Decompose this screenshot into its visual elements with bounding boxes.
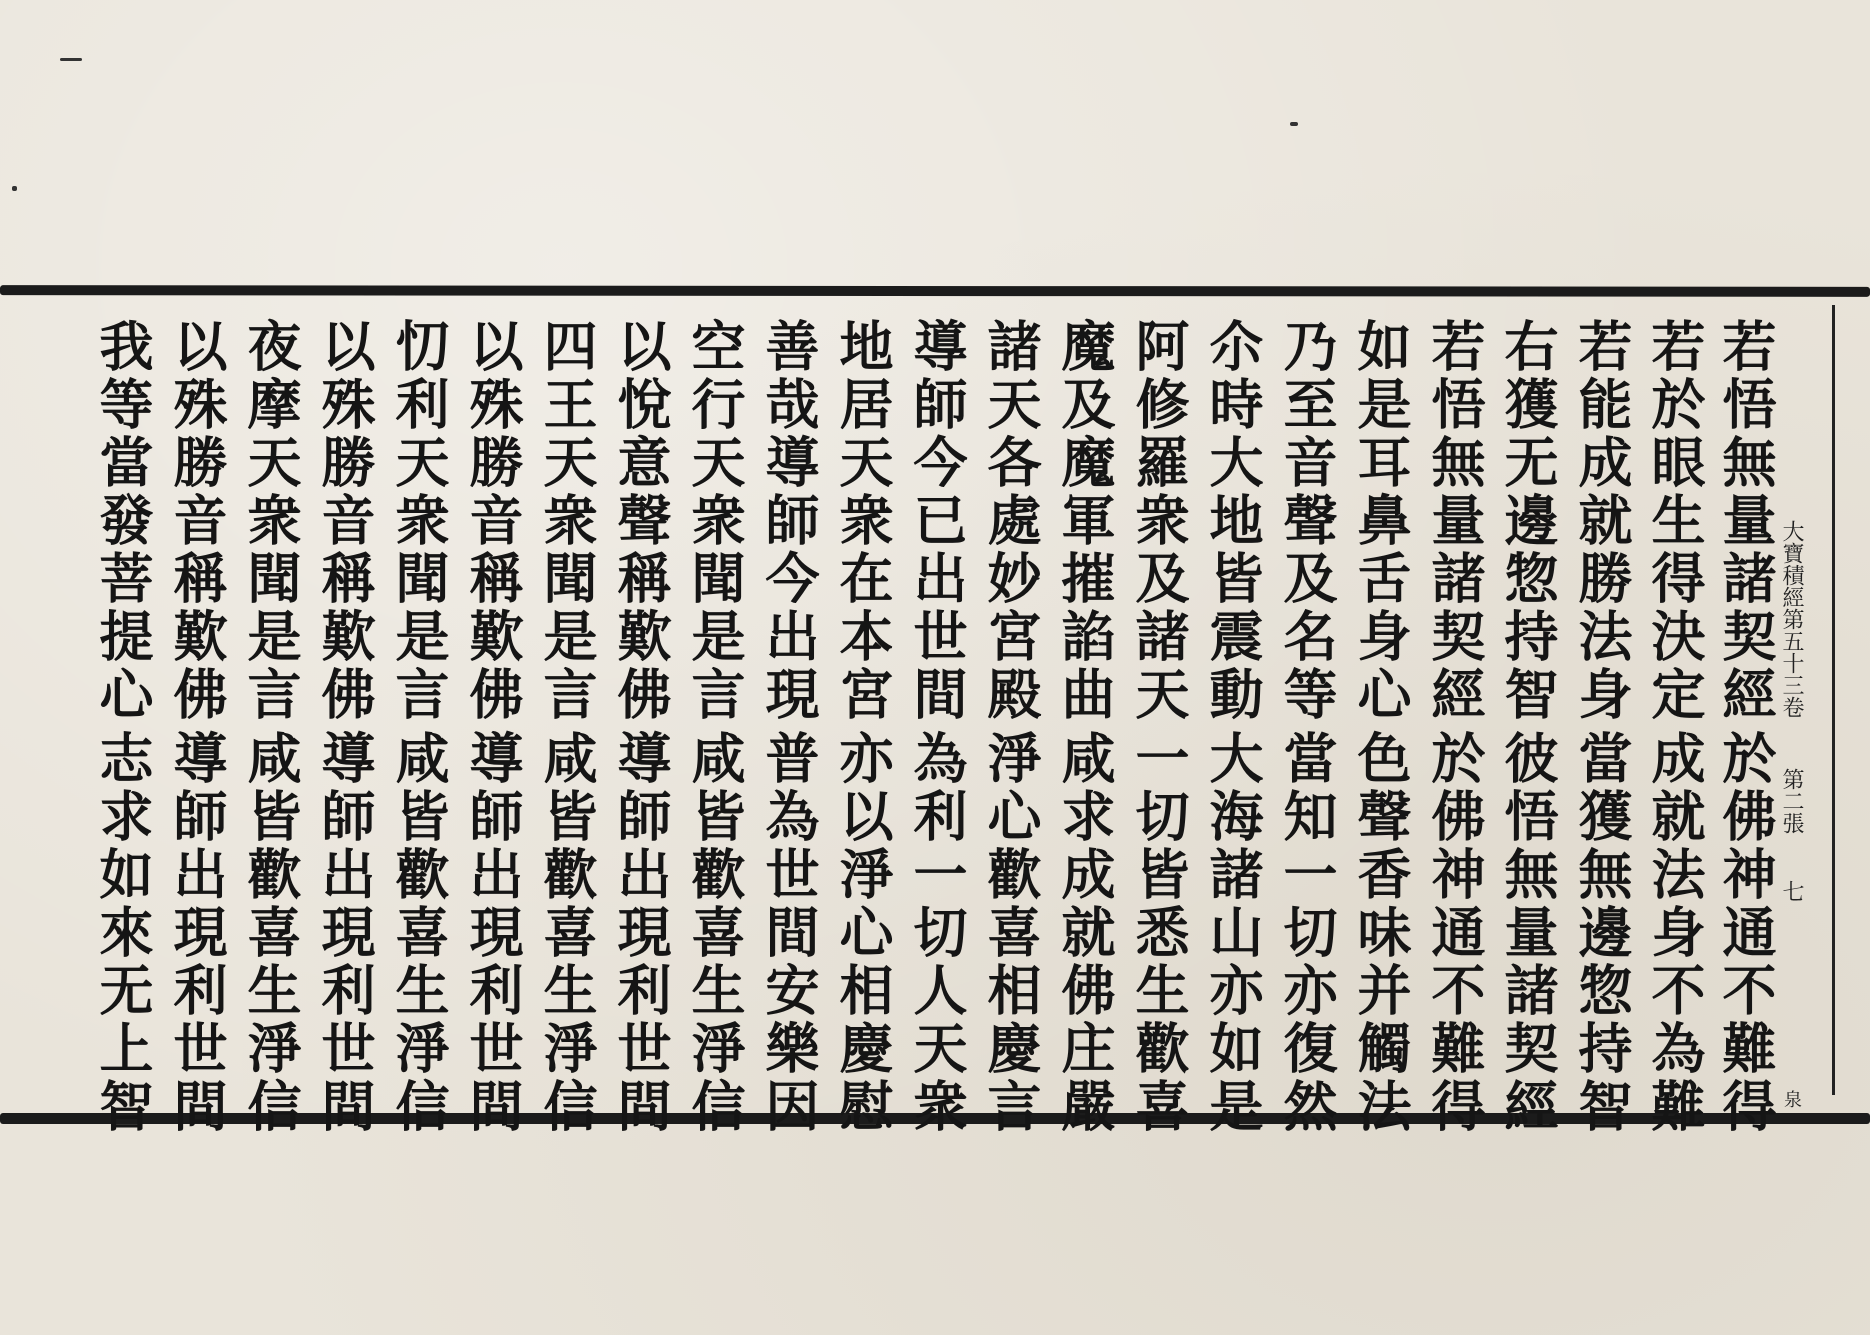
- right-margin-line: [1832, 305, 1835, 1095]
- verse-column-lower: 導師出現利世間: [461, 730, 525, 1136]
- verse-column-upper: 導師今已出世間: [905, 318, 969, 724]
- verse-column-upper: 以殊勝音稱歎佛: [313, 318, 377, 724]
- verse-column-upper: 若能成就勝法身: [1570, 318, 1634, 724]
- verse-column-upper: 若悟無量諸契經: [1423, 318, 1487, 724]
- verse-column-upper: 地居天衆在本宮: [831, 318, 895, 724]
- verse-column-upper: 以殊勝音稱歎佛: [165, 318, 229, 724]
- ink-speck: [60, 58, 82, 61]
- verse-column-lower: 為利一切人天衆: [905, 730, 969, 1136]
- verse-column-lower: 當知一切亦復然: [1275, 730, 1339, 1136]
- verse-column-upper: 乃至音聲及名等: [1275, 318, 1339, 724]
- verse-column-lower: 志求如來无上智: [91, 730, 155, 1136]
- verse-column-lower: 成就法身不為難: [1643, 730, 1707, 1136]
- verse-column-lower: 大海諸山亦如是: [1201, 730, 1265, 1136]
- margin-title: 大寶積經第五十三卷: [1779, 520, 1804, 718]
- verse-column-lower: 導師出現利世間: [165, 730, 229, 1136]
- verse-column-lower: 當獲無邊惣持智: [1570, 730, 1634, 1136]
- verse-column-upper: 我等當發菩提心: [91, 318, 155, 724]
- verse-column-lower: 普為世間安樂因: [757, 730, 821, 1136]
- verse-column-upper: 如是耳鼻舌身心: [1349, 318, 1413, 724]
- verse-column-lower: 於佛神通不難得: [1714, 730, 1778, 1136]
- verse-column-upper: 若於眼生得決定: [1643, 318, 1707, 724]
- verse-column-upper: 夜摩天衆聞是言: [239, 318, 303, 724]
- verse-column-lower: 色聲香味并觸法: [1349, 730, 1413, 1136]
- verse-column-lower: 於佛神通不難得: [1423, 730, 1487, 1136]
- verse-column-lower: 咸皆歡喜生淨信: [535, 730, 599, 1136]
- verse-column-lower: 咸求成就佛庄嚴: [1053, 730, 1117, 1136]
- verse-column-upper: 阿修羅衆及諸天: [1127, 318, 1191, 724]
- margin-sheet-number: 七: [1779, 880, 1804, 902]
- verse-column-lower: 咸皆歡喜生淨信: [387, 730, 451, 1136]
- verse-column-upper: 諸天各處妙宮殿: [979, 318, 1043, 724]
- verse-column-upper: 空行天衆聞是言: [683, 318, 747, 724]
- verse-column-lower: 亦以淨心相慶慰: [831, 730, 895, 1136]
- verse-column-lower: 一切皆悉生歡喜: [1127, 730, 1191, 1136]
- ink-speck: [1290, 122, 1298, 126]
- margin-seal: 泉: [1781, 1090, 1802, 1108]
- top-border-rule: [0, 285, 1870, 297]
- verse-column-lower: 咸皆歡喜生淨信: [239, 730, 303, 1136]
- verse-column-upper: 魔及魔軍摧諂曲: [1053, 318, 1117, 724]
- margin-sheet-label: 第二張: [1779, 768, 1804, 834]
- verse-column-lower: 咸皆歡喜生淨信: [683, 730, 747, 1136]
- verse-column-upper: 善哉導師今出現: [757, 318, 821, 724]
- verse-column-upper: 尒時大地皆震動: [1201, 318, 1265, 724]
- verse-column-upper: 忉利天衆聞是言: [387, 318, 451, 724]
- ink-speck: [12, 186, 17, 191]
- verse-column-upper: 以殊勝音稱歎佛: [461, 318, 525, 724]
- verse-column-upper: 若悟無量諸契經: [1714, 318, 1778, 724]
- verse-column-lower: 導師出現利世間: [313, 730, 377, 1136]
- verse-column-lower: 導師出現利世間: [609, 730, 673, 1136]
- verse-column-upper: 以悅意聲稱歎佛: [609, 318, 673, 724]
- verse-column-lower: 彼悟無量諸契經: [1496, 730, 1560, 1136]
- verse-column-upper: 右獲无邊惣持智: [1496, 318, 1560, 724]
- verse-column-upper: 四王天衆聞是言: [535, 318, 599, 724]
- verse-column-lower: 淨心歡喜相慶言: [979, 730, 1043, 1136]
